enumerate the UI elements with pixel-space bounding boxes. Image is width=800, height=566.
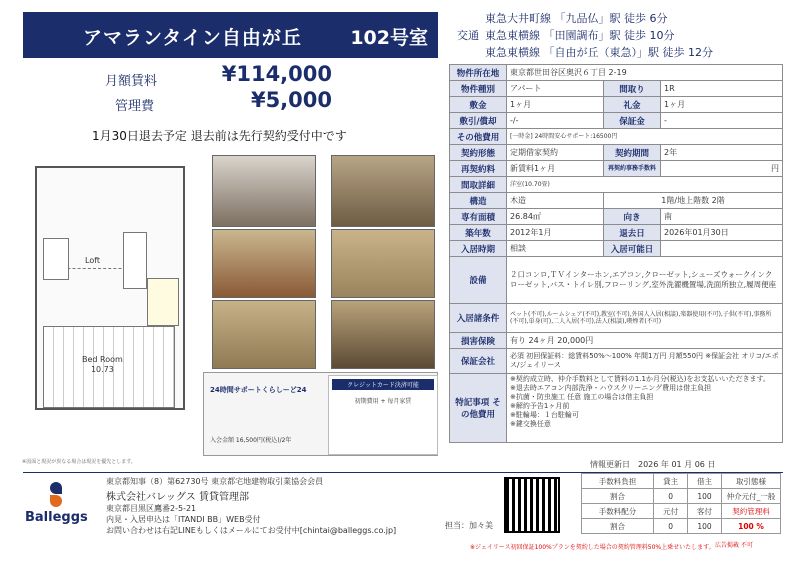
rent-label: 月額賃料 xyxy=(105,74,158,89)
room-name: Bed Room xyxy=(82,355,123,364)
type-value: アパート xyxy=(507,81,604,97)
line-qr-code[interactable] xyxy=(504,477,560,533)
company-address: 東京都目黒区鷹番2-5-21 xyxy=(106,504,197,513)
conditions-value: ペット(不可),ルームシェア(不可),教室(不可),外国人入居(相談),楽器使用(不可),子供(不可),事務所(不可),単身(可),二人入居(不可),法人(相談),喫煙者(不可) xyxy=(507,304,783,333)
deposit-value: 1ヶ月 xyxy=(507,97,604,113)
period-label: 契約期間 xyxy=(604,145,661,161)
access-line: 東急東横線 「田園調布」駅 徒歩 10分 xyxy=(485,29,675,42)
amort-label: 敷引/償却 xyxy=(450,113,507,129)
location-label: 物件所在地 xyxy=(450,65,507,81)
support-price: 入会金額 16,500円(税込)/2年 xyxy=(210,437,292,444)
access-label: 交通 xyxy=(457,29,479,42)
renewal-admin-label: 再契約事務手数料 xyxy=(604,161,661,177)
special-notes: ※契約成立時、仲介手数料として賃料の1.1か月分(税込)をお支払いいただきます。 ※退去時エアコン内部洗浄・ハウスクリーニング費用は借主負担 ※抗菌・防虫施工 任意 施工の場合は借主負担 ※解約予告1ヶ月前 ※駐輪場：１台駐輪可 ※鍵交換任意 xyxy=(507,374,783,443)
conditions-label: 入居諸条件 xyxy=(450,304,507,333)
floors-value: 1階/地上階数 2階 xyxy=(604,193,783,209)
ad-status: 広告掲載 不可 xyxy=(715,542,753,549)
built-value: 2012年1月 xyxy=(507,225,604,241)
fee-footnote: ※ジェイリース初回保証100%プランを契約した場合の契約管理料50%上乗せいたします。 xyxy=(470,544,715,551)
key-money-value: 1ヶ月 xyxy=(661,97,783,113)
photo-exterior xyxy=(212,155,316,227)
support-banner xyxy=(203,372,438,456)
structure-value: 木造 xyxy=(507,193,604,209)
insurance-value: 有り 24ヶ月 20,000円 xyxy=(507,333,783,349)
layout-label: 間取り xyxy=(604,81,661,97)
guarantee-value: - xyxy=(661,113,783,129)
room-number: 102号室 xyxy=(350,27,428,49)
room-size: 10.73 xyxy=(90,365,114,374)
room-label xyxy=(82,355,123,375)
loft-label: Loft xyxy=(85,256,101,265)
layout-detail-label: 間取詳細 xyxy=(450,177,507,193)
title-bar xyxy=(23,12,438,58)
contract-value: 定期借家契約 xyxy=(507,145,604,161)
other-value: [一時金] 24時間安心サポート:16500円 xyxy=(507,129,783,145)
footnote: ※図面と現況が異なる場合は現況を優先とします。 xyxy=(22,459,136,465)
insurance-label: 損害保険 xyxy=(450,333,507,349)
access-line: 東急東横線 「自由が丘（東急）」駅 徒歩 12分 xyxy=(485,46,713,59)
support-title: 24時間サポートくらしーど24 xyxy=(210,386,307,394)
layout-detail-value: 洋室(10.70畳) xyxy=(507,177,783,193)
photo-bath xyxy=(331,155,435,227)
guarantor-label: 保証会社 xyxy=(450,349,507,374)
equipment-label: 設備 xyxy=(450,257,507,304)
updated-date: 情報更新日 2026 年 01 月 06 日 xyxy=(590,460,716,469)
logo-shape-orange xyxy=(50,495,62,507)
staff: 担当：加々美 xyxy=(445,521,493,530)
bath-area xyxy=(43,238,69,280)
move-in-value: 相談 xyxy=(507,241,604,257)
company-license: 東京都知事（8）第62730号 東京都宅地建物取引業協会会員 xyxy=(106,477,324,486)
amort-value: -/- xyxy=(507,113,604,129)
location-value: 東京都世田谷区奥沢６丁目 2-19 xyxy=(507,65,783,81)
photo-hall xyxy=(212,300,316,369)
renewal-value: 新賃料1ヶ月 xyxy=(507,161,604,177)
card-title: クレジットカード決済可能 xyxy=(332,379,434,390)
card-sub: 初期費用 + 毎月家賃 xyxy=(354,398,412,405)
contract-label: 契約形態 xyxy=(450,145,507,161)
direction-value: 南 xyxy=(661,209,783,225)
structure-label: 構造 xyxy=(450,193,507,209)
fee-table: 手数料負担 貸主 借主 取引態様 割合 0 100 仲介元付_一般 手数料配分 元付 客付 契約管理料 割合 0 100 100 % xyxy=(581,473,781,534)
fee-value: ¥5,000 xyxy=(250,88,332,112)
spec-table xyxy=(449,64,783,443)
renewal-admin-value: 円 xyxy=(661,161,783,177)
guarantor-value: 必須 初回保証料：総賃料50%〜100% 年間1万円 月額550円 ※保証会社 オリコ/エポス/ジェイリース xyxy=(507,349,783,374)
period-value: 2年 xyxy=(661,145,783,161)
move-in-date-value xyxy=(661,241,783,257)
card-panel xyxy=(328,375,438,455)
layout-value: 1R xyxy=(661,81,783,97)
logo-text: Balleggs xyxy=(25,510,88,525)
key-money-label: 礼金 xyxy=(604,97,661,113)
vacate-notice: 1月30日退去予定 退去前は先行契約受付中です xyxy=(92,129,347,143)
type-label: 物件種別 xyxy=(450,81,507,97)
photo-kitchen xyxy=(212,229,316,298)
company-contact: お問い合わせは右記LINEもしくはメールにてお受付中[chintai@balleggs.co.jp] xyxy=(106,526,397,535)
move-in-label: 入居時期 xyxy=(450,241,507,257)
equipment-value: ２口コンロ,ＴＶインターホン,エアコン,クローゼット,シューズウォークインクローゼット,バス・トイレ別,フローリング,室外洗濯機置場,洗面所独立,履周便座 xyxy=(507,257,783,304)
special-label: 特記事項 その他費用 xyxy=(450,374,507,443)
rent-value: ¥114,000 xyxy=(221,62,332,86)
fee-label: 管理費 xyxy=(115,99,155,114)
photo-entrance xyxy=(331,300,435,369)
move-in-date-label: 入居可能日 xyxy=(604,241,661,257)
vacate-label: 退去日 xyxy=(604,225,661,241)
vacate-value: 2026年01月30日 xyxy=(661,225,783,241)
logo-shape-blue xyxy=(50,482,62,494)
built-label: 築年数 xyxy=(450,225,507,241)
photo-room xyxy=(331,229,435,298)
kitchen-area xyxy=(123,232,147,289)
guarantee-label: 保証金 xyxy=(604,113,661,129)
property-name: アマランタイン自由が丘 xyxy=(83,27,302,49)
direction-label: 向き xyxy=(604,209,661,225)
closet-area xyxy=(147,278,179,326)
access-line: 東急大井町線 「九品仏」駅 徒歩 6分 xyxy=(485,12,668,25)
other-label: その他費用 xyxy=(450,129,507,145)
company-line-info: 内見・入居申込は「ITANDI BB」WEB受付 xyxy=(106,515,261,524)
area-value: 26.84㎡ xyxy=(507,209,604,225)
deposit-label: 敷金 xyxy=(450,97,507,113)
logo-mark xyxy=(40,482,84,508)
renewal-label: 再契約料 xyxy=(450,161,507,177)
company-name: 株式会社バレッグス 賃貸管理部 xyxy=(106,492,249,503)
floor-plan xyxy=(35,166,185,410)
area-label: 専有面積 xyxy=(450,209,507,225)
